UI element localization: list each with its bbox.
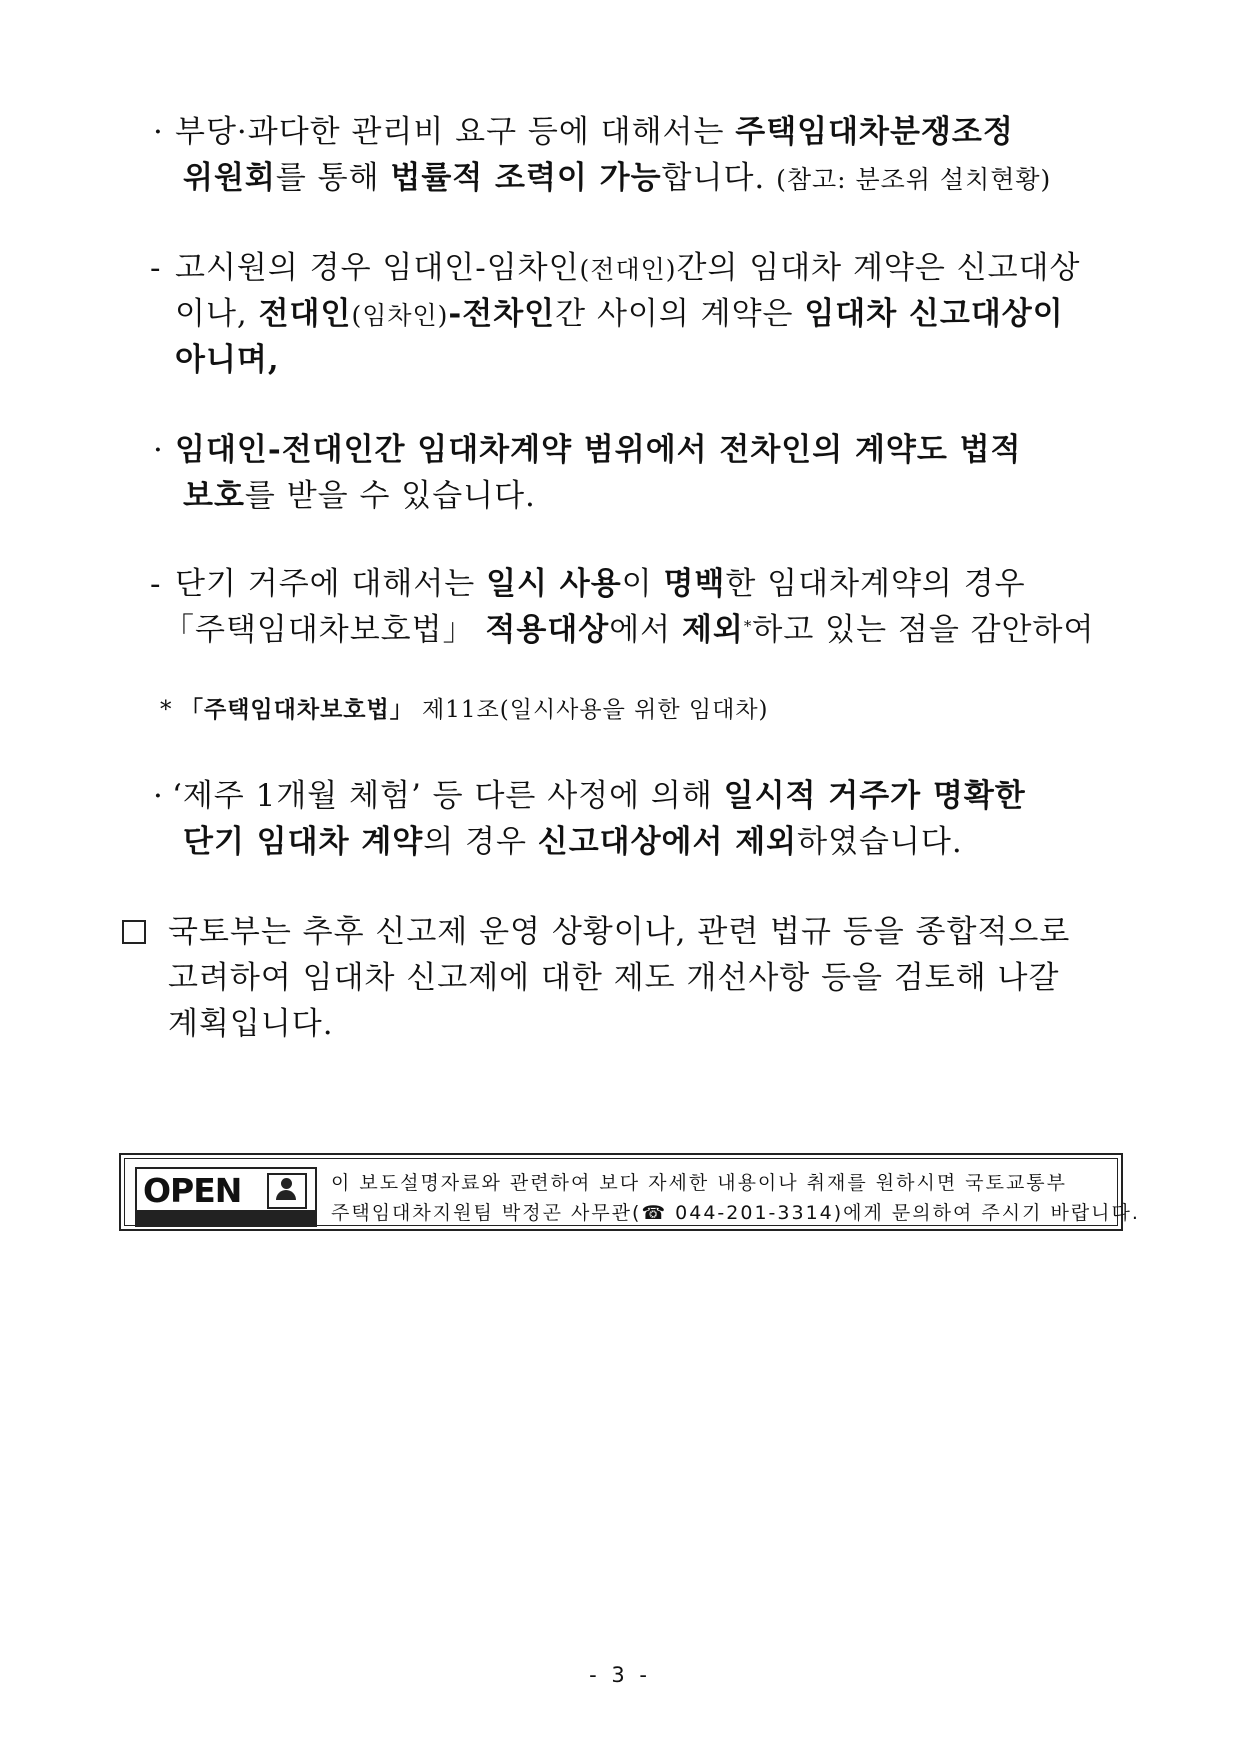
open-license-logo: OPEN: [135, 1167, 317, 1227]
dash-marker: -: [150, 250, 162, 286]
footnote-marker: *: [160, 697, 173, 723]
text-line: 단기 거주에 대해서는 일시 사용이 명백한 임대차계약의 경우: [175, 566, 1026, 602]
text-line: 위원회를 통해 법률적 조력이 가능합니다. (참고: 분조위 설치현황): [183, 160, 1052, 196]
person-icon: [267, 1173, 307, 1209]
text-line: 고려하여 임대차 신고제에 대한 제도 개선사항 등을 검토해 나갈: [168, 960, 1060, 996]
footnote-text: 「주택임대차보호법」 제11조(일시사용을 위한 임대차): [180, 696, 769, 723]
text-line: 부당·과다한 관리비 요구 등에 대해서는 주택임대차분쟁조정: [175, 114, 1014, 150]
bullet-marker: ·: [153, 778, 164, 814]
text-line: 임대인-전대인간 임대차계약 범위에서 전차인의 계약도 법적: [175, 432, 1022, 468]
footnote-marker: *: [743, 617, 753, 635]
section-checkbox: [122, 920, 146, 944]
text-line: 보호를 받을 수 있습니다.: [183, 478, 536, 514]
text-line: 「주택임대차보호법」 적용대상에서 제외*하고 있는 점을 감안하여: [163, 612, 1095, 648]
dash-marker: -: [150, 566, 162, 602]
text-line: 계획입니다.: [168, 1006, 334, 1042]
page-number: - 3 -: [589, 1663, 651, 1687]
text-line: 단기 임대차 계약의 경우 신고대상에서 제외하였습니다.: [183, 824, 963, 860]
text-line: ‘제주 1개월 체험’ 등 다른 사정에 의해 일시적 거주가 명확한: [172, 778, 1026, 814]
text-line: 고시원의 경우 임대인-임차인(전대인)간의 임대차 계약은 신고대상: [175, 250, 1081, 286]
text-line: 국토부는 추후 신고제 운영 상황이나, 관련 법규 등을 종합적으로: [168, 914, 1071, 950]
contact-line-1: 이 보도설명자료와 관련하여 보다 자세한 내용이나 취재를 원하시면 국토교통부: [331, 1172, 1068, 1194]
bullet-marker: ·: [153, 432, 164, 468]
license-strip: [137, 1210, 315, 1225]
text-line: 이나, 전대인(임차인)-전차인간 사이의 계약은 임대차 신고대상이: [175, 296, 1064, 332]
contact-box-inner: [124, 1158, 1140, 1226]
bullet-marker: ·: [153, 114, 164, 150]
text-line: 아니며,: [175, 342, 280, 378]
contact-line-2: 주택임대차지원팀 박정곤 사무관(☎ 044-201-3314)에게 문의하여 주시기 바랍니다.: [331, 1202, 1140, 1224]
contact-box: [119, 1153, 1140, 1231]
